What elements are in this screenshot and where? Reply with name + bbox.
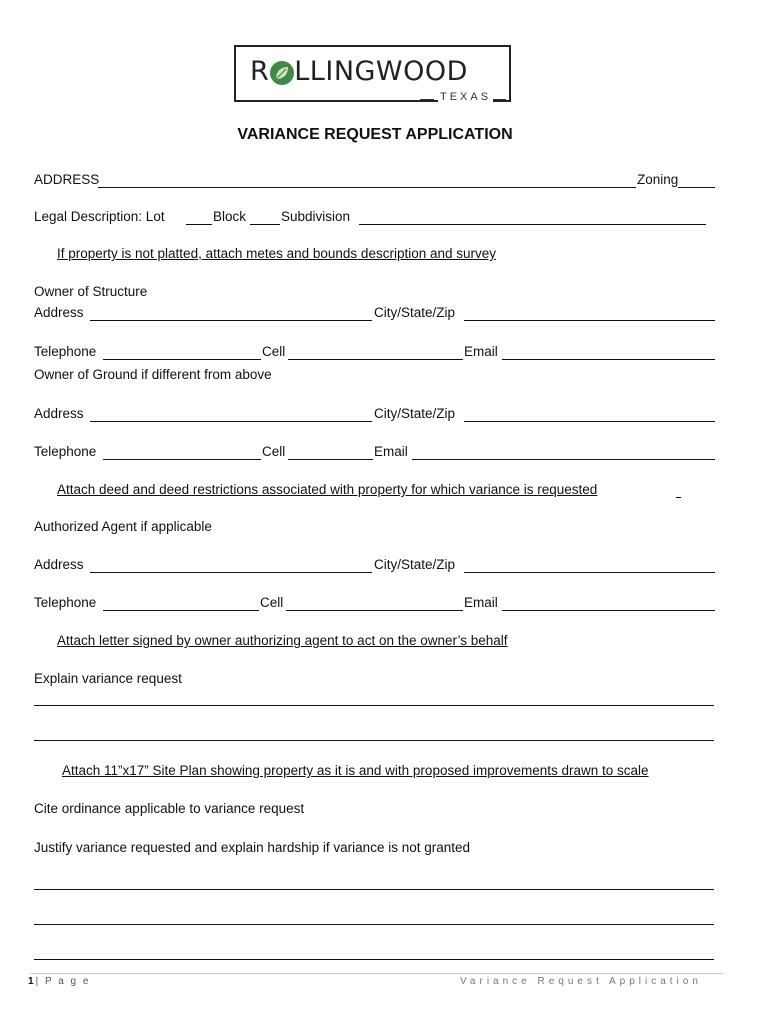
owner-ground-address-label: Address <box>34 406 84 421</box>
justify-field-line-2[interactable] <box>34 924 714 925</box>
owner-ground-city-label: City/State/Zip <box>374 406 456 421</box>
agent-cell-field[interactable] <box>286 610 463 611</box>
footer-page-number: 1 <box>28 976 36 987</box>
block-field[interactable] <box>250 224 280 225</box>
subdivision-label: Subdivision <box>281 209 351 224</box>
note-platted: If property is not platted, attach metes and bounds description and survey <box>57 246 497 261</box>
owner-structure-cell-field[interactable] <box>288 359 463 360</box>
cite-label: Cite ordinance applicable to variance request <box>34 801 305 816</box>
agent-cell-label: Cell <box>260 595 284 610</box>
owner-ground-city-field[interactable] <box>464 421 715 422</box>
address-field[interactable] <box>98 187 636 188</box>
justify-label: Justify variance requested and explain hardship if variance is not granted <box>34 840 471 855</box>
block-label: Block <box>213 209 247 224</box>
owner-structure-email-field[interactable] <box>502 359 715 360</box>
legal-description-label: Legal Description: Lot <box>34 209 165 224</box>
explain-label: Explain variance request <box>34 671 182 686</box>
owner-ground-email-label: Email <box>374 444 408 459</box>
footer-rule <box>30 973 724 974</box>
owner-ground-cell-field[interactable] <box>288 459 373 460</box>
note-site-plan: Attach 11”x17” Site Plan showing property as it is and with proposed improvements drawn to scale <box>62 763 649 778</box>
owner-structure-email-label: Email <box>464 344 498 359</box>
explain-field-line-2[interactable] <box>34 740 714 741</box>
owner-ground-cell-label: Cell <box>262 444 286 459</box>
logo-wordmark: R LLINGWOOD <box>250 56 468 87</box>
footer-document-name: Variance Request Application <box>460 976 702 987</box>
logo-wordmark-rest: LLINGWOOD <box>294 56 468 87</box>
lot-field[interactable] <box>186 224 212 225</box>
owner-structure-heading: Owner of Structure <box>34 284 148 299</box>
agent-heading: Authorized Agent if applicable <box>34 519 212 534</box>
agent-city-label: City/State/Zip <box>374 557 456 572</box>
agent-address-label: Address <box>34 557 84 572</box>
explain-field-line-1[interactable] <box>34 705 714 706</box>
agent-telephone-label: Telephone <box>34 595 97 610</box>
logo-rule-left <box>420 99 434 100</box>
note-letter: Attach letter signed by owner authorizing agent to act on the owner’s behalf <box>57 633 508 648</box>
footer-page-label: | P a g e <box>35 976 91 987</box>
agent-city-field[interactable] <box>464 572 715 573</box>
page-title: VARIANCE REQUEST APPLICATION <box>237 126 513 143</box>
agent-email-field[interactable] <box>502 610 715 611</box>
owner-ground-telephone-field[interactable] <box>103 459 261 460</box>
agent-telephone-field[interactable] <box>103 610 259 611</box>
owner-structure-city-label: City/State/Zip <box>374 305 456 320</box>
owner-structure-telephone-label: Telephone <box>34 344 97 359</box>
zoning-label: Zoning <box>637 172 679 187</box>
address-label: ADDRESS <box>34 172 100 187</box>
justify-field-line-3[interactable] <box>34 959 714 960</box>
owner-ground-heading: Owner of Ground if different from above <box>34 367 272 382</box>
logo-rule-right <box>492 99 506 100</box>
justify-field-line-1[interactable] <box>34 889 714 890</box>
owner-structure-address-field[interactable] <box>90 320 372 321</box>
owner-structure-telephone-field[interactable] <box>103 359 261 360</box>
owner-ground-telephone-label: Telephone <box>34 444 97 459</box>
footer-page <box>28 976 90 987</box>
owner-structure-address-label: Address <box>34 305 84 320</box>
logo-subtitle: TEXAS <box>440 91 492 103</box>
owner-structure-cell-label: Cell <box>262 344 286 359</box>
owner-ground-email-field[interactable] <box>412 459 715 460</box>
owner-structure-city-field[interactable] <box>464 320 715 321</box>
leaf-icon <box>270 61 294 85</box>
agent-address-field[interactable] <box>90 572 372 573</box>
deed-trailing-rule <box>676 497 681 498</box>
subdivision-field[interactable] <box>359 224 706 225</box>
agent-email-label: Email <box>464 595 498 610</box>
owner-ground-address-field[interactable] <box>90 421 372 422</box>
note-deed: Attach deed and deed restrictions associated with property for which variance is requested <box>57 482 598 497</box>
zoning-field[interactable] <box>678 187 715 188</box>
